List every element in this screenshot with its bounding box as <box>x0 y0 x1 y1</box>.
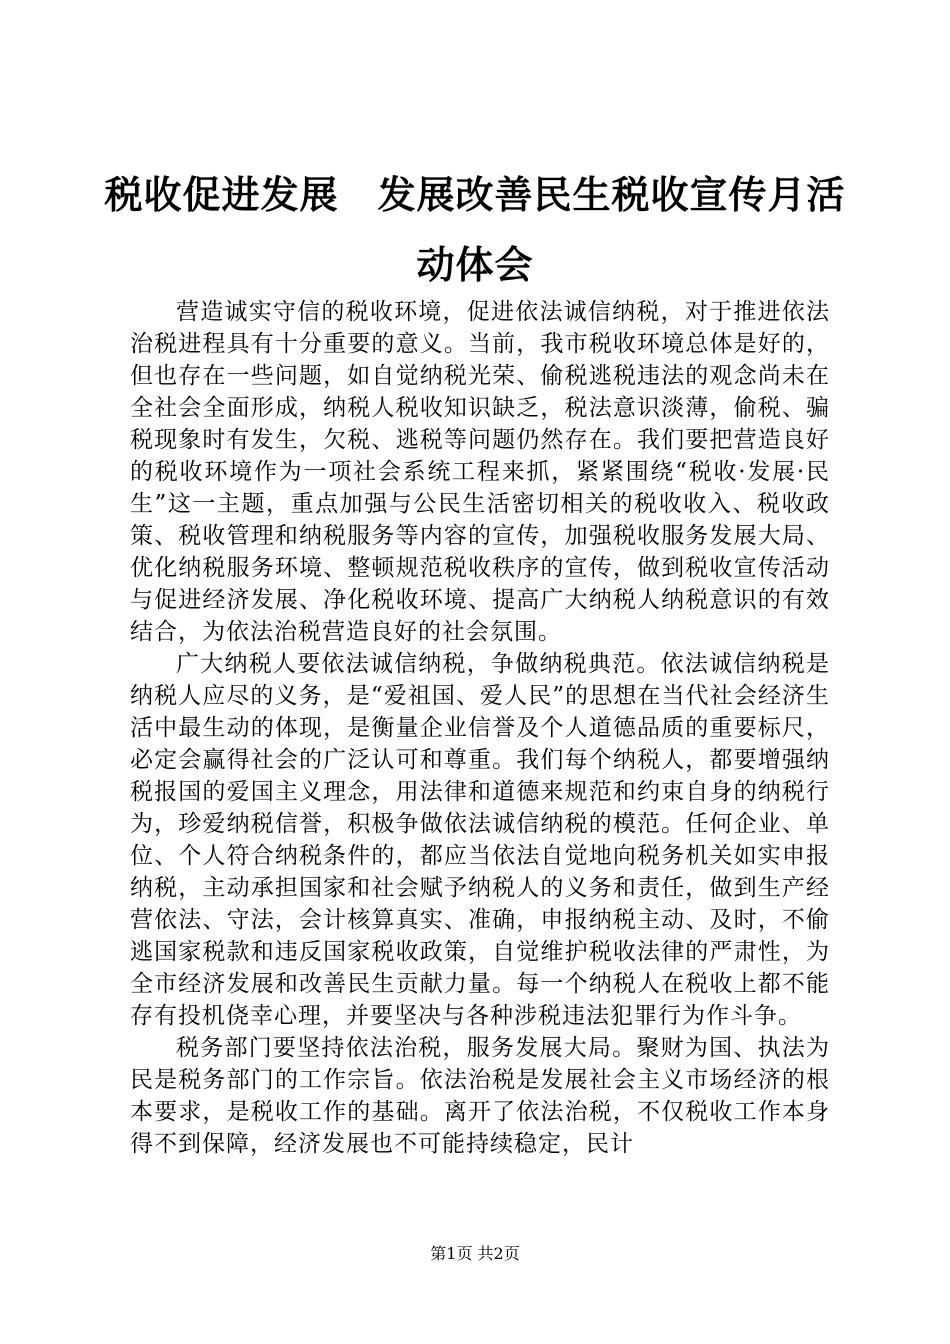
paragraph: 营造诚实守信的税收环境，促进依法诚信纳税，对于推进依法治税进程具有十分重要的意义。当前，我市税收环境总体是好的，但也存在一些问题，如自觉纳税光荣、偷税逃税违法的观念尚未在全社会全面形成，纳税人税收知识缺乏，税法意识淡薄，偷税、骗税现象时有发生，欠税、逃税等问题仍然存在。我们要把营造良好的税收环境作为一项社会系统工程来抓，紧紧围绕“税收·发展·民生”这一主题，重点加强与公民生活密切相关的税收收入、税收政策、税收管理和纳税服务等内容的宣传，加强税收服务发展大局、优化纳税服务环境、整顿规范税收秩序的宣传，做到税收宣传活动与促进经济发展、净化税收环境、提高广大纳税人纳税意识的有效结合，为依法治税营造良好的社会氛围。 <box>130 299 830 645</box>
document-body <box>130 296 830 1160</box>
document-title: 税收促进发展 发展改善民生税收宣传月活动体会 <box>104 173 846 287</box>
paragraph: 税务部门要坚持依法治税，服务发展大局。聚财为国、执法为民是税务部门的工作宗旨。依法治税是发展社会主义市场经济的根本要求，是税收工作的基础。离开了依法治税，不仅税收工作本身得不到保障，经济发展也不可能持续稳定，民计 <box>130 1035 830 1157</box>
page-footer: 第1页 共2页 <box>430 1244 520 1263</box>
paragraph: 广大纳税人要依法诚信纳税，争做纳税典范。依法诚信纳税是纳税人应尽的义务，是“爱祖国、爱人民”的思想在当代社会经济生活中最生动的体现，是衡量企业信誉及个人道德品质的重要标尺，必定会赢得社会的广泛认可和尊重。我们每个纳税人，都要增强纳税报国的爱国主义理念，用法律和道德来规范和约束自身的纳税行为，珍爱纳税信誉，积极争做依法诚信纳税的模范。任何企业、单位、个人符合纳税条件的，都应当依法自觉地向税务机关如实申报纳税，主动承担国家和社会赋予纳税人的义务和责任，做到生产经营依法、守法，会计核算真实、准确，申报纳税主动、及时，不偷逃国家税款和违反国家税收政策，自觉维护税收法律的严肃性，为全市经济发展和改善民生贡献力量。每一个纳税人在税收上都不能存有投机侥幸心理，并要坚决与各种涉税违法犯罪行为作斗争。 <box>130 651 830 1029</box>
